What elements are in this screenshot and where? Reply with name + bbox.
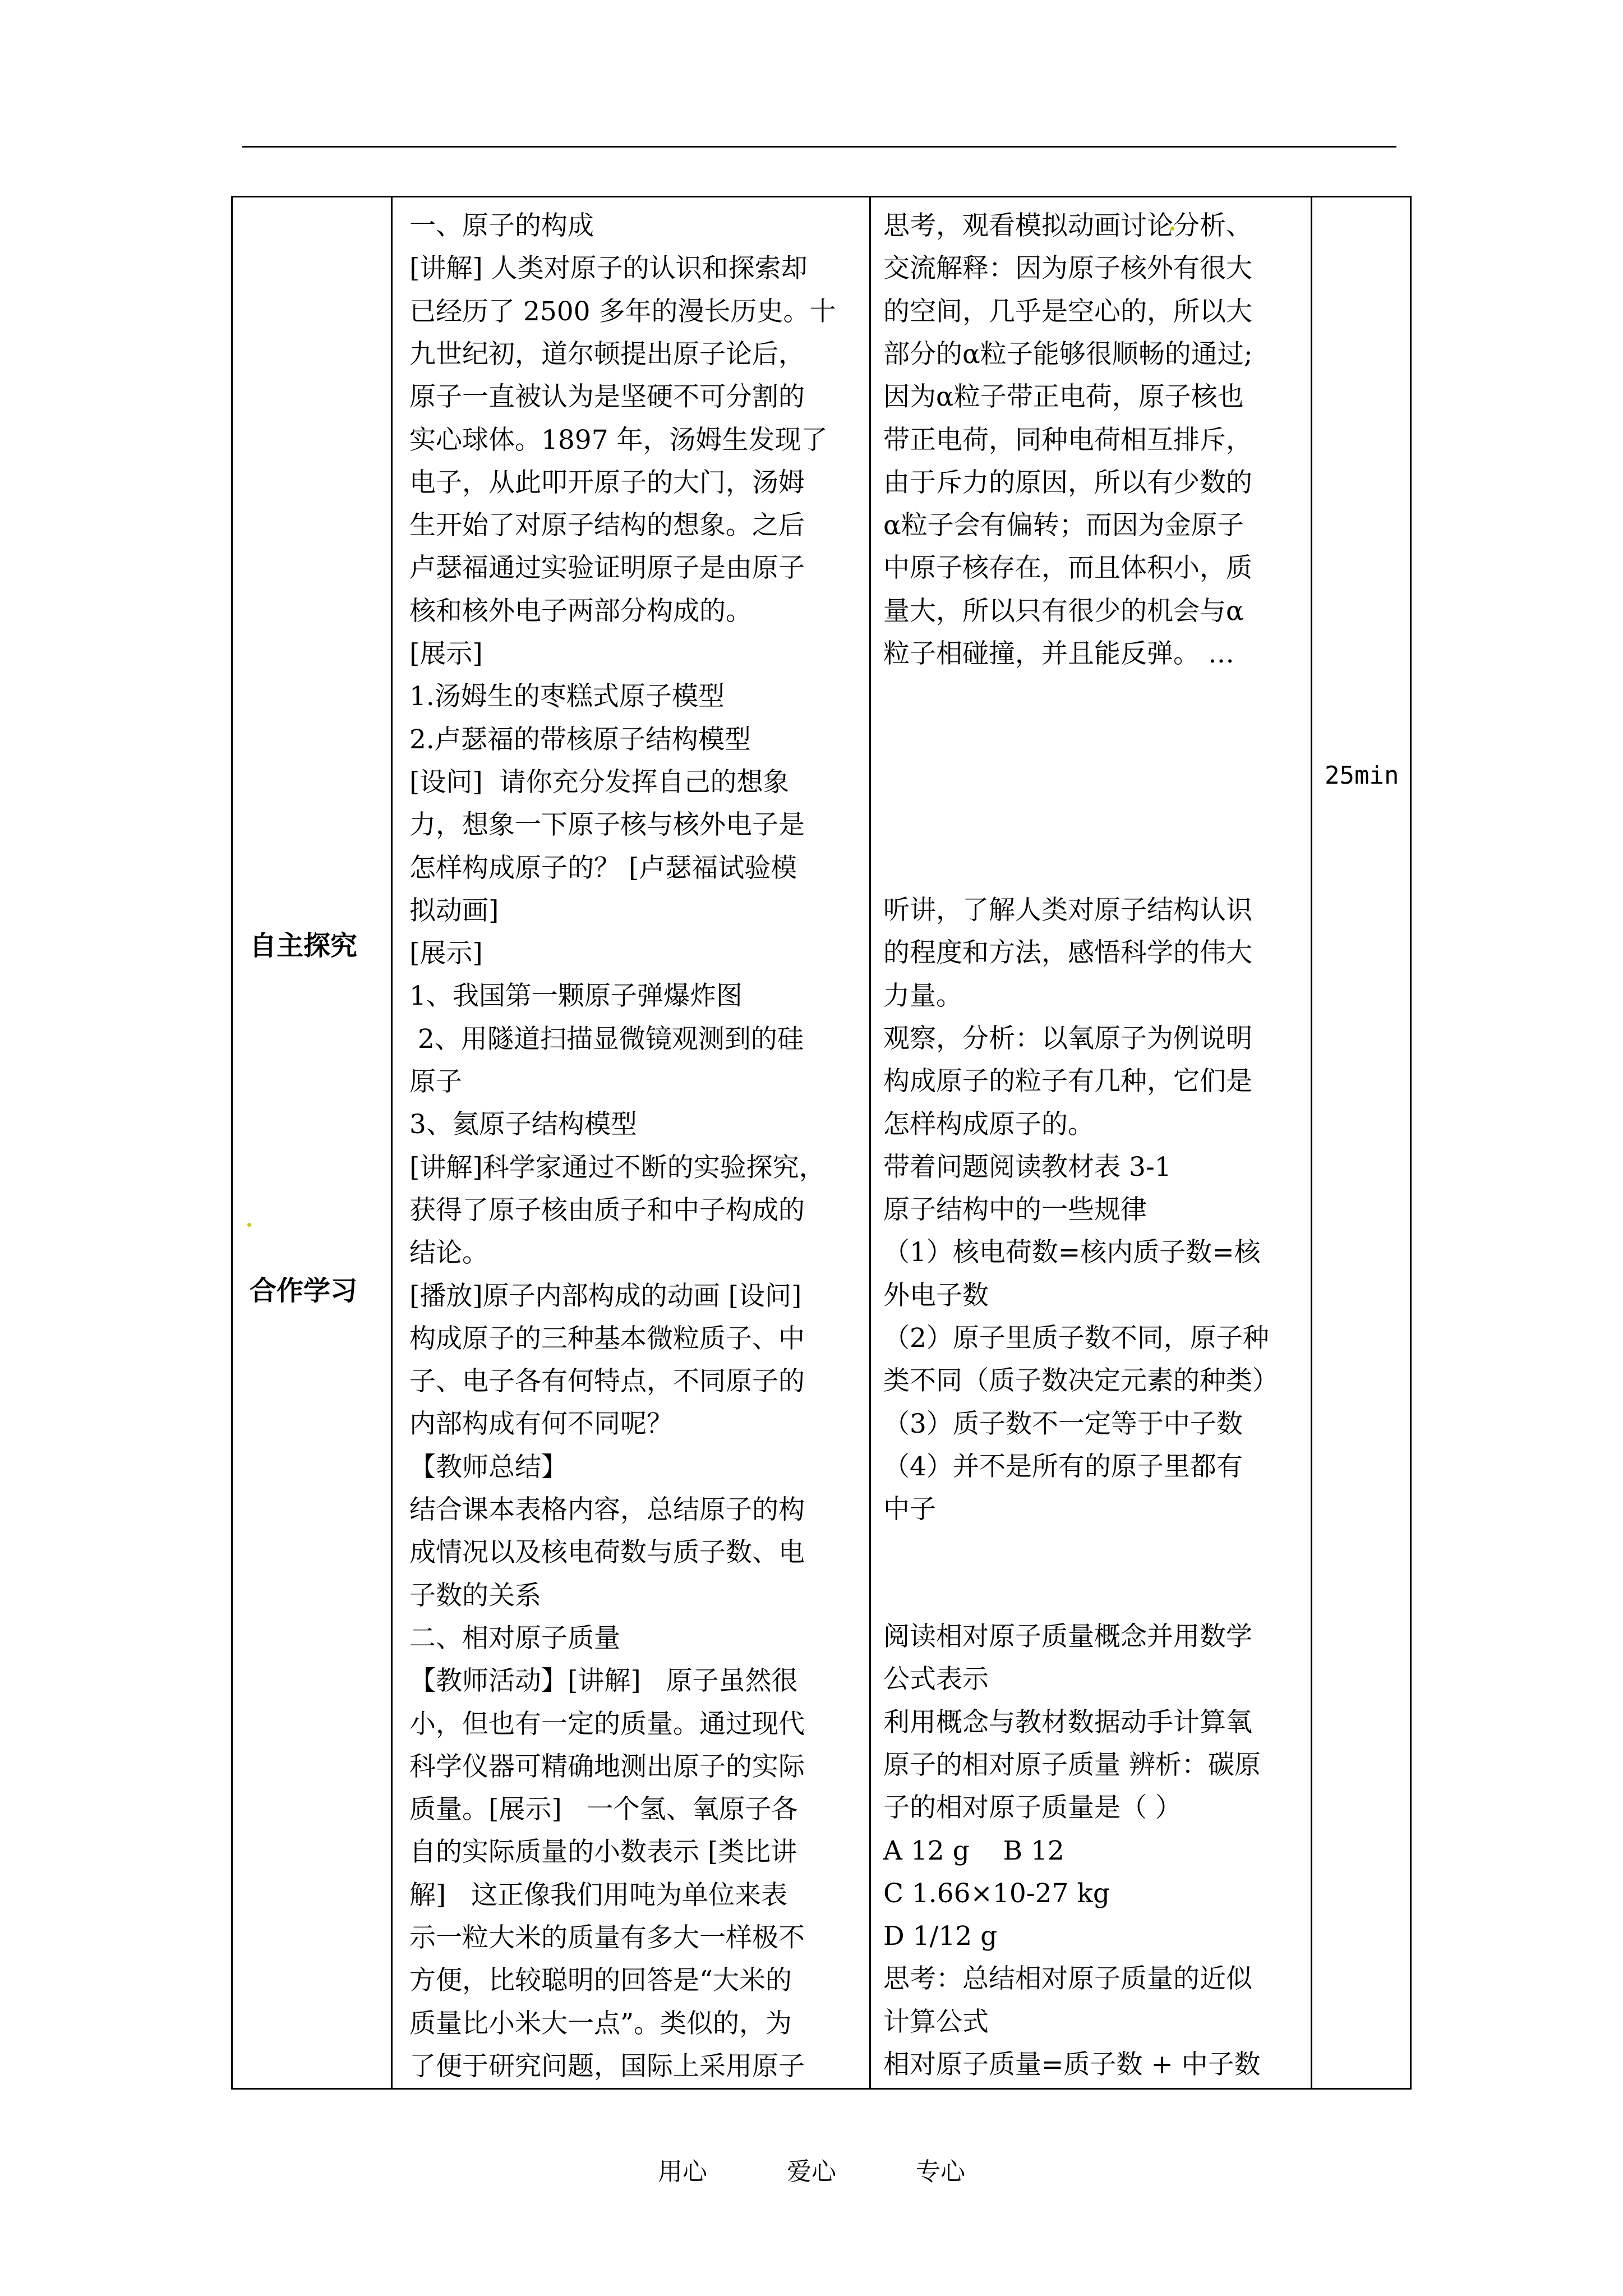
text-line: 构成原子的粒子有几种，它们是 (883, 1066, 1252, 1097)
text-line: 小，但也有一定的质量。通过现代 (409, 1708, 805, 1740)
header-rule (242, 146, 1396, 148)
text-line: 【教师活动】[讲解] 原子虽然很 (409, 1665, 798, 1697)
stage-label-cooperate: 合作学习 (250, 1275, 358, 1306)
text-line: 核和核外电子两部分构成的。 (409, 595, 752, 627)
text-line: 质量。[展示] 一个氢、氧原子各 (409, 1794, 798, 1825)
text-line: 科学仪器可精确地测出原子的实际 (409, 1751, 805, 1782)
text-line: 获得了原子核由质子和中子构成的 (409, 1194, 805, 1226)
text-line: 1.汤姆生的枣糕式原子模型 (409, 681, 725, 712)
text-line: 外电子数 (883, 1280, 989, 1311)
text-line: 思考，观看模拟动画讨论分析、 (883, 210, 1252, 241)
text-line: 拟动画] (409, 895, 499, 926)
text-line: 带正电荷，同种电荷相互排斥， (883, 424, 1252, 455)
text-line: （1）核电荷数=核内质子数=核 (883, 1237, 1261, 1268)
text-line: [展示] (409, 638, 483, 669)
text-line: 子数的关系 (409, 1580, 541, 1611)
teacher-activity-text (393, 197, 869, 2088)
text-line: 中子 (883, 1494, 936, 1525)
text-line: 【教师总结】 (409, 1451, 568, 1483)
text-line: 由于斥力的原因，所以有少数的 (883, 467, 1252, 498)
text-line: 结论。 (409, 1237, 488, 1269)
text-line: 公式表示 (883, 1664, 989, 1695)
table-row (232, 197, 1411, 2089)
text-line: 方便，比较聪明的回答是“大米的 (409, 1965, 792, 1996)
text-line: [讲解]科学家通过不断的实验探究， (409, 1152, 826, 1183)
text-line: [讲解] 人类对原子的认识和探索却 (409, 253, 808, 284)
text-line: （3）质子数不一定等于中子数 (883, 1408, 1243, 1439)
text-line: 原子 (409, 1066, 462, 1097)
text-line: 力量。 (883, 980, 962, 1011)
stage-cell (232, 197, 392, 2089)
text-line: 部分的α粒子能够很顺畅的通过; (883, 338, 1253, 370)
text-line: 原子的相对原子质量 辨析：碳原 (883, 1749, 1261, 1780)
text-line: [设问] 请你充分发挥自己的想象 (409, 766, 790, 798)
text-line: 原子一直被认为是坚硬不可分割的 (409, 381, 805, 413)
text-line: 类不同（质子数决定元素的种类） (883, 1365, 1279, 1397)
footer-word: 爱心 (787, 2157, 836, 2186)
text-line: 因为α粒子带正电荷，原子核也 (883, 381, 1244, 413)
student-activity-text (871, 197, 1311, 2088)
text-line: 卢瑟福通过实验证明原子是由原子 (409, 553, 805, 584)
text-line: 解] 这正像我们用吨为单位来表 (409, 1879, 788, 1911)
text-line: 电子，从此叩开原子的大门，汤姆 (409, 467, 805, 498)
text-line: 1、我国第一颗原子弹爆炸图 (409, 981, 743, 1012)
text-line: α粒子会有偏转；而因为金原子 (883, 510, 1244, 541)
text-line: 自的实际质量的小数表示 [类比讲 (409, 1837, 797, 1868)
text-line: 力，想象一下原子核与核外电子是 (409, 809, 805, 841)
footer-word: 专心 (916, 2157, 965, 2186)
student-activity-cell (870, 197, 1312, 2089)
text-line: 示一粒大米的质量有多大一样极不 (409, 1922, 805, 1953)
text-line: 怎样构成原子的。 (883, 1108, 1094, 1140)
text-line: 内部构成有何不同呢？ (409, 1409, 673, 1440)
text-line: 九世纪初，道尔顿提出原子论后， (409, 338, 805, 370)
text-line: （2）原子里质子数不同，原子种 (883, 1323, 1269, 1354)
text-line: 二、相对原子质量 (409, 1622, 620, 1654)
text-line: 的空间，几乎是空心的，所以大 (883, 296, 1252, 327)
text-line: 利用概念与教材数据动手计算氧 (883, 1706, 1252, 1738)
text-line: 的程度和方法，感悟科学的伟大 (883, 937, 1252, 969)
text-line: D 1/12 g (883, 1921, 998, 1952)
text-line: 成情况以及核电荷数与质子数、电 (409, 1537, 805, 1568)
page-footer (0, 2151, 1623, 2187)
text-line: C 1.66×10-27 kg (883, 1878, 1110, 1909)
text-line: 原子结构中的一些规律 (883, 1194, 1147, 1226)
text-line: （4）并不是所有的原子里都有 (883, 1451, 1243, 1482)
time-allocation: 25min (1325, 761, 1399, 790)
text-line: 实心球体。1897 年，汤姆生发现了 (409, 424, 828, 455)
text-line: 一、原子的构成 (409, 210, 594, 241)
text-line: A 12 g B 12 (883, 1835, 1064, 1866)
text-line: 粒子相碰撞，并且能反弹。 … (883, 638, 1234, 669)
teacher-activity-cell (392, 197, 870, 2089)
text-line: 结合课本表格内容，总结原子的构 (409, 1494, 805, 1525)
text-line: 量大，所以只有很少的机会与α (883, 595, 1244, 627)
text-line: 生开始了对原子结构的想象。之后 (409, 510, 805, 541)
text-line: 已经历了 2500 多年的漫长历史。十 (409, 296, 836, 327)
footer-word: 用心 (658, 2157, 707, 2186)
text-line: 怎样构成原子的？ [卢瑟福试验模 (409, 852, 797, 884)
lesson-plan-table (231, 196, 1412, 2090)
text-line: 相对原子质量=质子数 + 中子数 (883, 2049, 1261, 2080)
time-cell (1312, 197, 1411, 2089)
text-line: [展示] (409, 938, 483, 969)
text-line: 构成原子的三种基本微粒质子、中 (409, 1323, 805, 1354)
text-line: 子、电子各有何特点，不同原子的 (409, 1366, 805, 1397)
text-line: 计算公式 (883, 2006, 989, 2037)
text-line: 听讲，了解人类对原子结构认识 (883, 895, 1252, 926)
stage-label-self-explore: 自主探究 (250, 930, 358, 961)
text-line: 子的相对原子质量是（ ） (883, 1792, 1182, 1824)
text-line: 3、氦原子结构模型 (409, 1109, 637, 1140)
text-line: 了便于研究问题，国际上采用原子 (409, 2050, 805, 2082)
text-line: 交流解释：因为原子核外有很大 (883, 253, 1252, 284)
text-line: 思考：总结相对原子质量的近似 (883, 1963, 1252, 1995)
text-line: 阅读相对原子质量概念并用数学 (883, 1621, 1252, 1652)
text-line: 2.卢瑟福的带核原子结构模型 (409, 724, 751, 755)
text-line: 带着问题阅读教材表 3-1 (883, 1151, 1172, 1182)
text-line: 2、用隧道扫描显微镜观测到的硅 (409, 1023, 804, 1055)
text-line: 中原子核存在，而且体积小，质 (883, 553, 1252, 584)
stray-mark (247, 1223, 251, 1227)
text-line: 观察，分析：以氧原子为例说明 (883, 1023, 1252, 1054)
text-line: [播放]原子内部构成的动画 [设问] (409, 1280, 802, 1312)
text-line: 质量比小米大一点”。类似的，为 (409, 2008, 792, 2039)
